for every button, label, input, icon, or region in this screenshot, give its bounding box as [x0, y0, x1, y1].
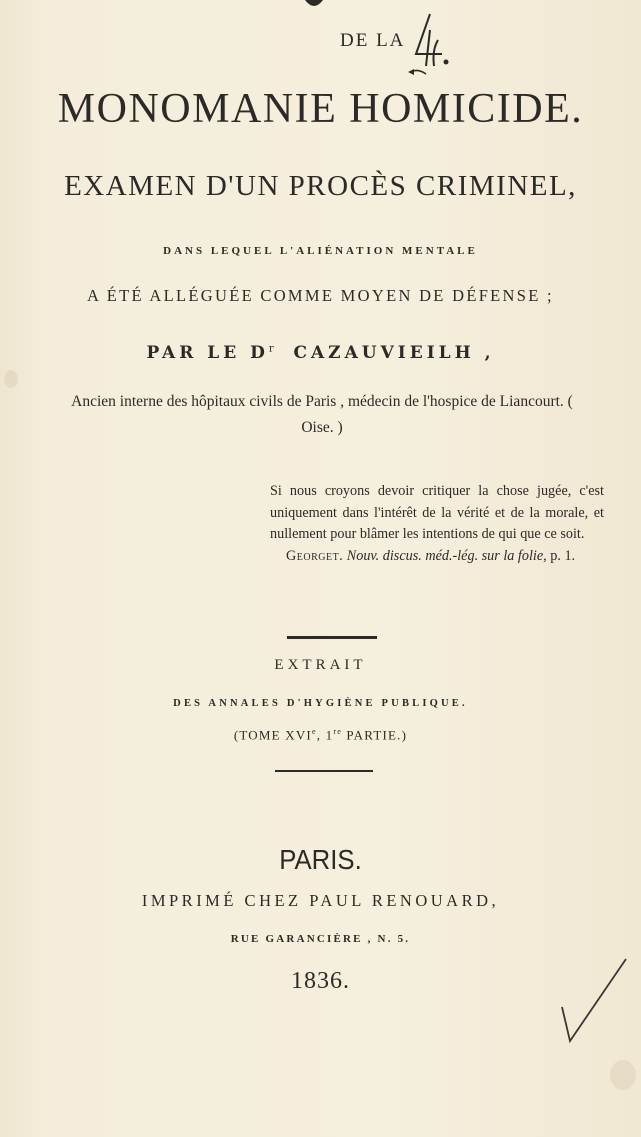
tome-line — [0, 727, 641, 743]
epigraph-page: , p. 1. — [543, 547, 576, 564]
divider-rule — [275, 770, 373, 772]
epigraph — [270, 481, 604, 567]
pencil-checkmark-icon — [560, 955, 630, 1045]
ornament-icon — [303, 0, 325, 10]
handwritten-mark-icon — [404, 10, 454, 90]
paper-stain — [610, 1060, 636, 1090]
author-name: CAZAUVIEILH , — [293, 343, 495, 363]
author-affiliation: Ancien interne des hôpitaux civils de Paris , médecin de l'hospice de Liancourt. ( Oise. ) — [71, 393, 573, 436]
tome-suffix: PARTIE.) — [341, 727, 408, 743]
epigraph-author: Georget. — [286, 547, 344, 564]
author-degree-sup: r — [268, 343, 274, 355]
printer-line: IMPRIMÉ CHEZ PAUL RENOUARD, — [141, 891, 500, 910]
extrait-heading: EXTRAIT — [274, 657, 367, 673]
main-title: MONOMANIE HOMICIDE. — [57, 86, 584, 132]
epigraph-work: Nouv. discus. méd.-lég. sur la folie — [346, 547, 544, 564]
paper-stain — [4, 370, 18, 388]
de-la-text: DE LA — [340, 30, 406, 51]
dans-lequel-line: DANS LEQUEL L'ALIÉNATION MENTALE — [163, 245, 478, 257]
tome-sup-2: re — [333, 727, 342, 736]
author-line — [0, 343, 641, 363]
epigraph-citation — [270, 546, 604, 568]
epigraph-text: Si nous croyons devoir critiquer la chose jugée, c'est uniquement dans l'intérêt de la vérité et de la morale, et nullement pour blâmer les intentions de qui que ce soit. — [270, 483, 604, 542]
divider-rule — [287, 636, 377, 639]
author-prefix: PAR LE D — [146, 343, 269, 363]
annales-line: DES ANNALES D'HYGIÈNE PUBLIQUE. — [173, 698, 468, 709]
tome-prefix: (TOME XVI — [233, 727, 312, 743]
tome-sup-1: e — [311, 727, 317, 736]
publication-year: 1836. — [291, 968, 350, 994]
allegue-line: A ÉTÉ ALLÉGUÉE COMME MOYEN DE DÉFENSE ; — [87, 286, 554, 305]
subtitle: EXAMEN D'UN PROCÈS CRIMINEL, — [64, 170, 577, 202]
address-line: RUE GARANCIÈRE , N. 5. — [230, 933, 411, 945]
city: PARIS. — [279, 844, 362, 875]
tome-mid: , 1 — [316, 727, 334, 743]
